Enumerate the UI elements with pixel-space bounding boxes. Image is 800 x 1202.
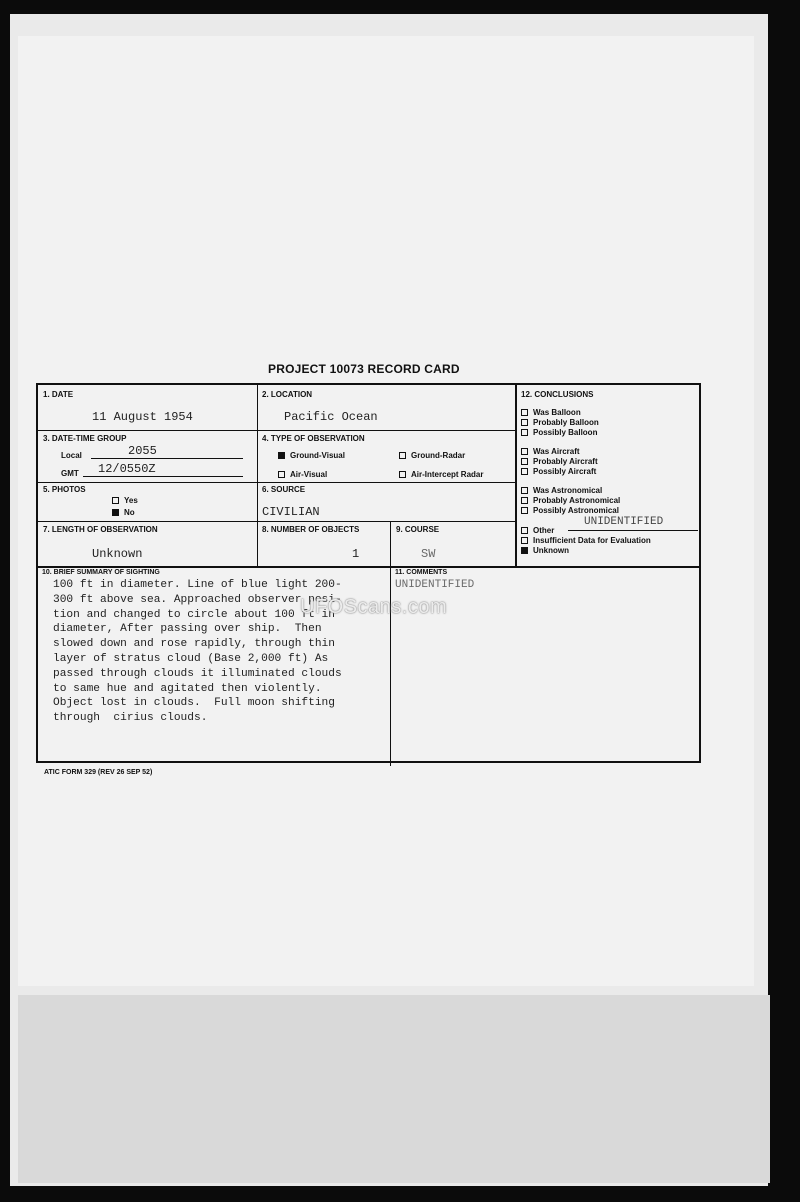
scan-underlay	[18, 995, 770, 1183]
photos-no-option: No	[112, 508, 135, 517]
course-label: 9. COURSE	[396, 525, 440, 534]
conclusion-item: Possibly Aircraft	[521, 467, 596, 476]
source-label: 6. SOURCE	[262, 485, 306, 494]
summary-line: diameter, After passing over ship. Then	[53, 623, 322, 636]
summary-line: to same hue and agitated then violently.	[53, 682, 322, 695]
card-title: PROJECT 10073 RECORD CARD	[268, 362, 460, 376]
ground-radar-option: Ground-Radar	[399, 451, 465, 460]
local-label: Local	[61, 451, 82, 460]
length-label: 7. LENGTH OF OBSERVATION	[43, 525, 158, 534]
conclusion-item: Was Aircraft	[521, 447, 580, 456]
conclusion-unknown: Unknown	[521, 546, 569, 555]
objects-label: 8. NUMBER OF OBJECTS	[262, 525, 360, 534]
checkbox-icon	[399, 452, 406, 459]
checkbox-icon	[278, 471, 285, 478]
conclusion-item: Probably Aircraft	[521, 457, 598, 466]
conclusion-other: Other	[521, 526, 554, 535]
location-value: Pacific Ocean	[284, 410, 378, 424]
checkbox-icon	[521, 409, 528, 416]
photos-yes-option: Yes	[112, 496, 138, 505]
checkbox-icon	[521, 458, 528, 465]
course-value: SW	[421, 547, 436, 561]
air-visual-option: Air-Visual	[278, 470, 327, 479]
summary-line: tion and changed to circle about 100 ft in	[53, 608, 335, 621]
length-value: Unknown	[92, 547, 143, 561]
form-id: ATIC FORM 329 (REV 26 SEP 52)	[44, 769, 153, 776]
local-value: 2055	[128, 444, 157, 458]
conclusion-item: Possibly Astronomical	[521, 506, 619, 515]
summary-line: slowed down and rose rapidly, through thin	[53, 638, 335, 651]
date-label: 1. DATE	[43, 390, 74, 399]
conclusion-item: Possibly Balloon	[521, 428, 597, 437]
conclusions-label: 12. CONCLUSIONS	[521, 390, 594, 399]
conclusion-item: Probably Balloon	[521, 418, 599, 427]
photos-label: 5. PHOTOS	[43, 485, 86, 494]
checkbox-icon	[112, 497, 119, 504]
checked-box-icon	[521, 547, 528, 554]
comments-label: 11. COMMENTS	[395, 569, 448, 576]
conclusion-item: Was Astronomical	[521, 486, 602, 495]
dtg-label: 3. DATE-TIME GROUP	[43, 434, 127, 443]
source-value: CIVILIAN	[262, 505, 320, 519]
location-label: 2. LOCATION	[262, 390, 313, 399]
observation-type-label: 4. TYPE OF OBSERVATION	[262, 434, 365, 443]
summary-line: through cirius clouds.	[53, 712, 208, 725]
checkbox-icon	[521, 468, 528, 475]
watermark: UFOScans.com	[300, 596, 448, 618]
air-intercept-option: Air-Intercept Radar	[399, 470, 483, 479]
record-card	[36, 383, 701, 763]
checkbox-icon	[521, 487, 528, 494]
checkbox-icon	[399, 471, 406, 478]
checked-box-icon	[278, 452, 285, 459]
summary-label: 10. BRIEF SUMMARY OF SIGHTING	[42, 569, 160, 576]
summary-line: Object lost in clouds. Full moon shifting	[53, 697, 335, 710]
conclusion-item: Probably Astronomical	[521, 496, 620, 505]
conclusion-other-value: UNIDENTIFIED	[584, 516, 664, 528]
summary-line: 100 ft in diameter. Line of blue light 200-	[53, 579, 342, 591]
checkbox-icon	[521, 527, 528, 534]
checkbox-icon	[521, 497, 528, 504]
checkbox-icon	[521, 507, 528, 514]
conclusion-item: Was Balloon	[521, 408, 581, 417]
conclusion-insufficient: Insufficient Data for Evaluation	[521, 536, 651, 545]
summary-line: layer of stratus cloud (Base 2,000 ft) As	[53, 652, 329, 665]
summary-line: 300 ft above sea. Approached observer posi-	[53, 593, 342, 606]
checkbox-icon	[521, 419, 528, 426]
checked-box-icon	[112, 509, 119, 516]
ground-visual-option: Ground-Visual	[278, 451, 345, 460]
checkbox-icon	[521, 537, 528, 544]
gmt-label: GMT	[61, 469, 79, 478]
summary-line: passed through clouds it illuminated clouds	[53, 667, 342, 680]
checkbox-icon	[521, 429, 528, 436]
objects-value: 1	[352, 547, 360, 561]
comments-value: UNIDENTIFIED	[395, 579, 475, 591]
checkbox-icon	[521, 448, 528, 455]
gmt-value: 12/0550Z	[98, 462, 156, 476]
date-value: 11 August 1954	[92, 410, 193, 424]
